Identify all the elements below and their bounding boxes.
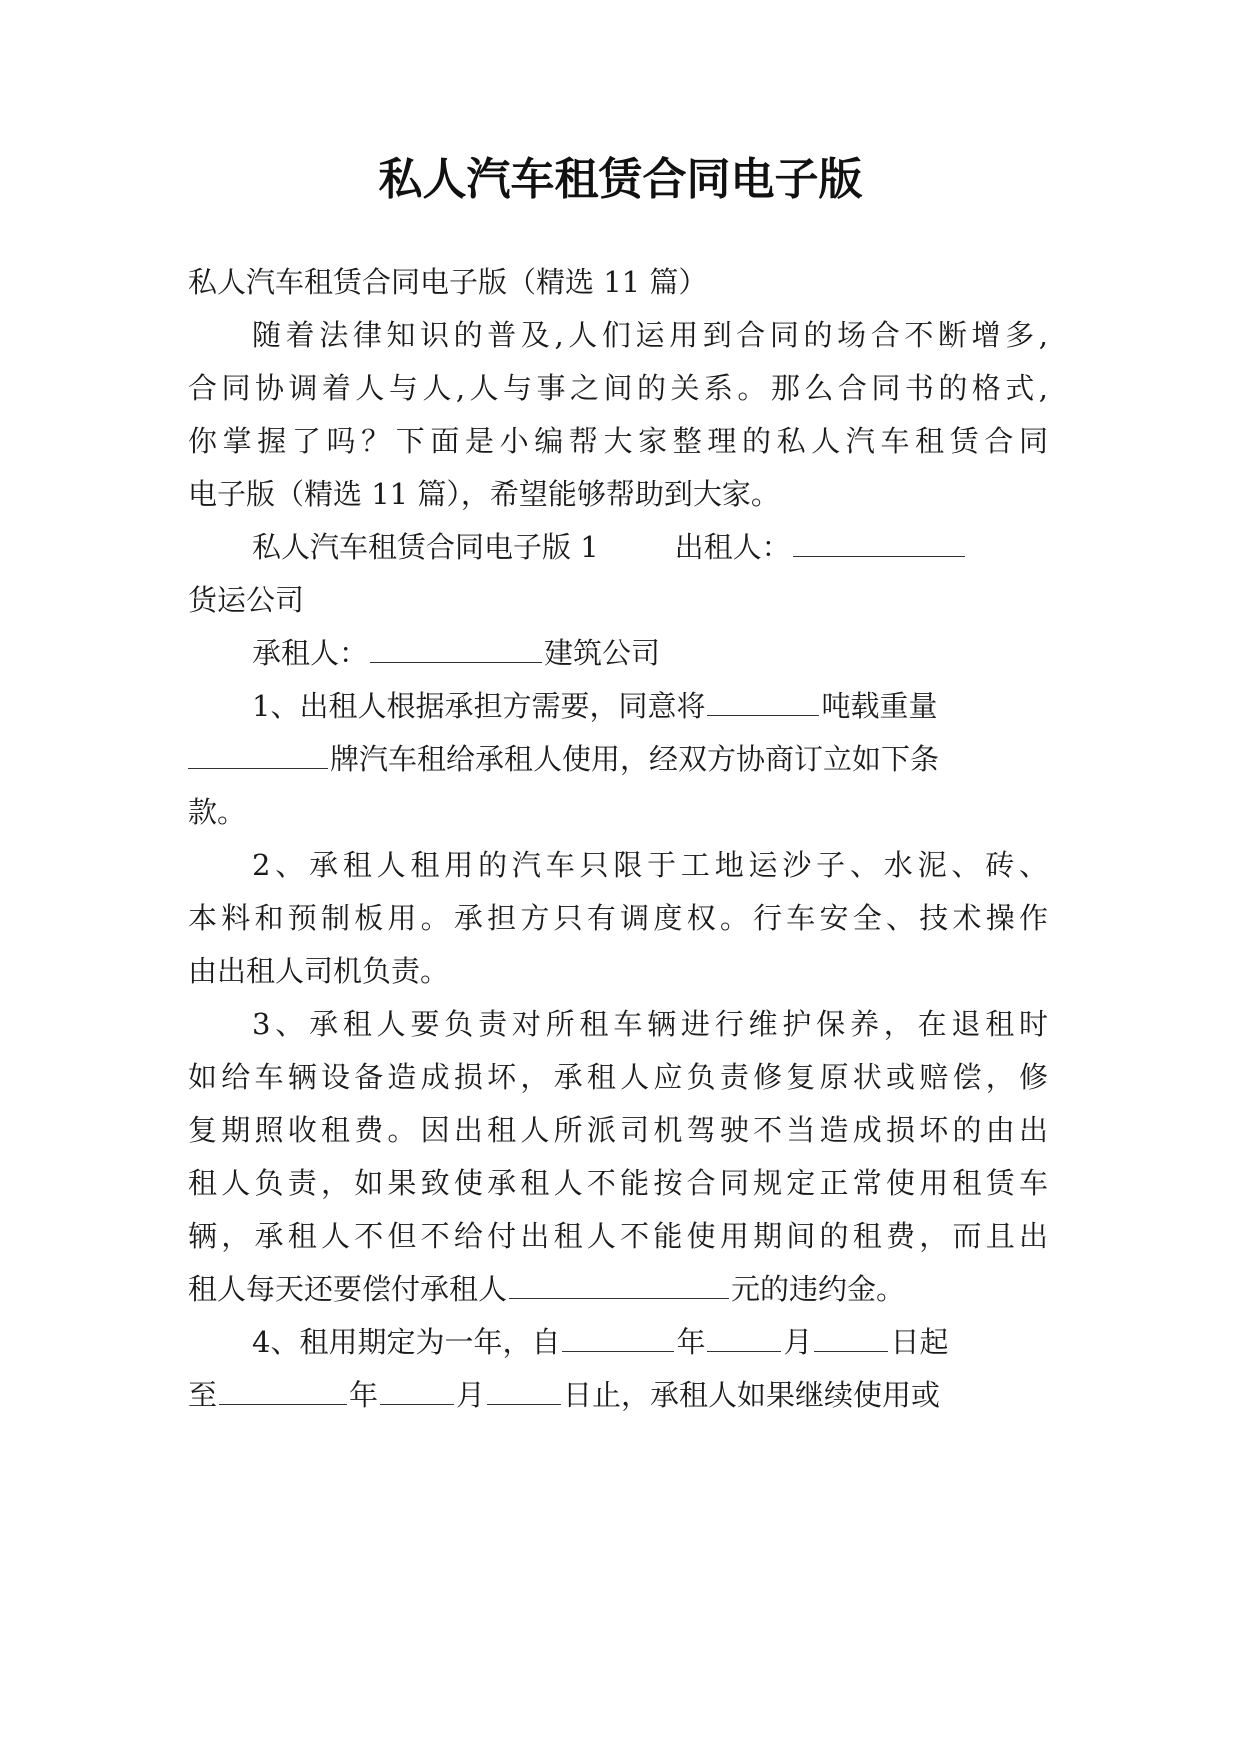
clause3-line: 3、承租人要负责对所租车辆进行维护保养，在退租时 <box>252 1007 1048 1041</box>
month-label: 月 <box>783 1325 813 1359</box>
lessor-blank <box>793 534 965 557</box>
start-month-blank <box>707 1329 781 1352</box>
clause3-text: 元的违约金。 <box>731 1272 906 1306</box>
lessor-suffix: 货运公司 <box>188 583 305 617</box>
lessor-label: 出租人： <box>674 530 791 564</box>
lessee-blank <box>370 640 542 663</box>
tonnage-blank <box>707 693 819 716</box>
clause4-text: 日止，承租人如果继续使用或 <box>563 1378 941 1412</box>
lessee-line <box>252 624 1048 682</box>
document-title: 私人汽车租赁合同电子版 <box>378 154 863 205</box>
clause4-line <box>188 1366 1048 1424</box>
clause2-line: 本料和预制板用。承担方只有调度权。行车安全、技术操作 <box>188 901 1048 935</box>
contract1-heading-line <box>252 518 1048 576</box>
start-year-blank <box>562 1329 674 1352</box>
year-label: 年 <box>676 1325 706 1359</box>
clause3-line <box>188 1260 1048 1318</box>
clause2-line: 2、承租人租用的汽车只限于工地运沙子、水泥、砖、 <box>252 848 1048 882</box>
clause1-text: 1、出租人根据承担方需要，同意将 <box>252 689 706 723</box>
month-label: 月 <box>456 1378 486 1412</box>
end-year-blank <box>219 1382 347 1405</box>
clause1-text: 吨载重量 <box>821 689 938 723</box>
clause4-line <box>252 1313 1048 1371</box>
end-day-blank <box>487 1382 561 1405</box>
clause4-text: 4、租用期定为一年，自 <box>252 1325 561 1359</box>
lessee-suffix: 建筑公司 <box>544 636 661 670</box>
year-label: 年 <box>349 1378 379 1412</box>
clause1-line <box>188 730 1048 788</box>
clause1-text: 牌汽车租给承租人使用，经双方协商订立如下条 <box>330 742 940 776</box>
clause4-text: 日起 <box>890 1325 949 1359</box>
clause3-line: 辆，承租人不但不给付出租人不能使用期间的租费，而且出 <box>188 1219 1048 1253</box>
intro-line: 你掌握了吗？下面是小编帮大家整理的私人汽车租赁合同 <box>188 424 1048 458</box>
end-month-blank <box>380 1382 454 1405</box>
brand-blank <box>188 746 328 769</box>
penalty-blank <box>509 1276 729 1299</box>
intro-line: 随着法律知识的普及,人们运用到合同的场合不断增多, <box>252 318 1048 352</box>
clause2-line: 由出租人司机负责。 <box>188 954 450 988</box>
clause4-text: 至 <box>188 1378 218 1412</box>
clause3-line: 如给车辆设备造成损坏，承租人应负责修复原状或赔偿，修 <box>188 1060 1048 1094</box>
lessee-label: 承租人： <box>252 636 369 670</box>
clause3-line: 租人负责，如果致使承租人不能按合同规定正常使用租赁车 <box>188 1166 1048 1200</box>
clause3-text: 租人每天还要偿付承租人 <box>188 1272 508 1306</box>
intro-line: 电子版（精选 11 篇），希望能够帮助到大家。 <box>188 477 780 511</box>
document-subtitle: 私人汽车租赁合同电子版（精选 11 篇） <box>188 265 708 299</box>
clause1-line <box>252 677 1048 735</box>
clause1-line: 款。 <box>188 795 247 829</box>
intro-line: 合同协调着人与人,人与事之间的关系。那么合同书的格式, <box>188 371 1048 405</box>
start-day-blank <box>814 1329 888 1352</box>
clause3-line: 复期照收租费。因出租人所派司机驾驶不当造成损坏的由出 <box>188 1113 1048 1147</box>
contract1-heading: 私人汽车租赁合同电子版 1 <box>252 530 599 564</box>
